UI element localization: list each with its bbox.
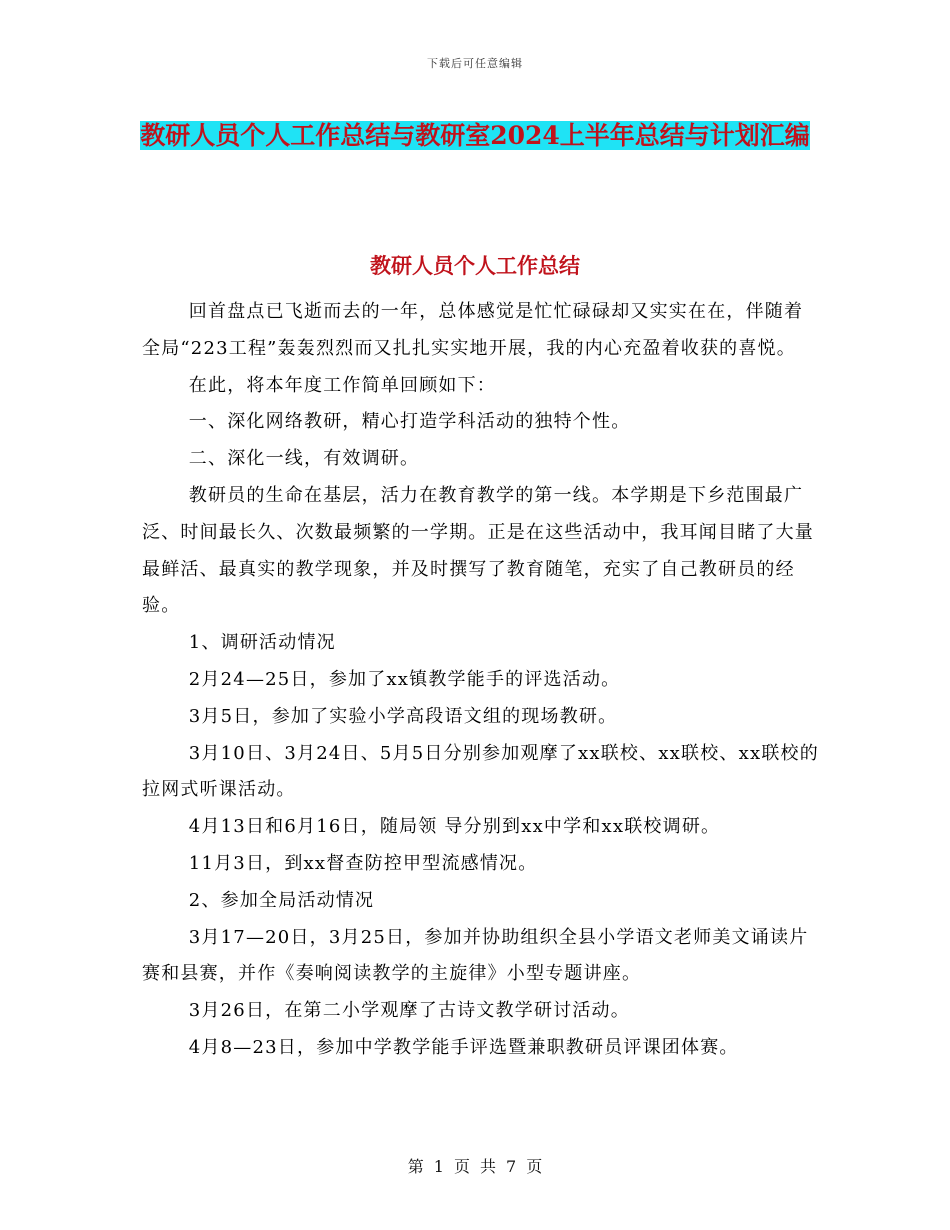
document-title bbox=[140, 112, 810, 159]
paragraph: 3月5日，参加了实验小学高段语文组的现场教研。 bbox=[188, 705, 618, 727]
document-title-text: 教研人员个人工作总结与教研室2024上半年总结与计划汇编 bbox=[140, 121, 810, 150]
paragraph: 2月24—25日，参加了xx镇教学能手的评选活动。 bbox=[188, 668, 621, 690]
page-label-mid: 页 bbox=[453, 1157, 470, 1176]
total-pages-number: 7 bbox=[506, 1157, 517, 1176]
section-title: 教研人员个人工作总结 bbox=[370, 253, 580, 278]
total-label: 共 bbox=[480, 1157, 497, 1176]
document-body bbox=[142, 294, 820, 1067]
paragraph: 教研员的生命在基层，活力在教育教学的第一线。本学期是下乡范围最广泛、时间最长久、次数最频繁的一学期。正是在这些活动中，我耳闻目睹了大量最鲜活、最真实的教学现象，并及时撰写了教育随笔，充实了自己教研员的经验。 bbox=[142, 484, 814, 617]
page-footer bbox=[0, 1154, 950, 1177]
header-note: 下载后可任意编辑 bbox=[427, 57, 523, 70]
paragraph: 回首盘点已飞逝而去的一年，总体感觉是忙忙碌碌却又实实在在，伴随着全局“223工程”轰轰烈烈而又扎扎实实地开展，我的内心充盈着收获的喜悦。 bbox=[142, 301, 804, 359]
paragraph: 3月10日、3月24日、5月5日分别参加观摩了xx联校、xx联校、xx联校的拉网式听课活动。 bbox=[142, 742, 819, 801]
paragraph: 在此，将本年度工作简单回顾如下： bbox=[188, 374, 496, 396]
paragraph: 3月26日，在第二小学观摩了古诗文教学研讨活动。 bbox=[188, 1000, 630, 1022]
paragraph: 1、调研活动情况 bbox=[188, 632, 336, 654]
page-label-suffix: 页 bbox=[526, 1157, 543, 1176]
paragraph: 二、深化一线，有效调研。 bbox=[188, 448, 420, 470]
paragraph: 3月17—20日，3月25日，参加并协助组织全县小学语文老师美文诵读片赛和县赛，并作《奏响阅读教学的主旋律》小型专题讲座。 bbox=[142, 926, 809, 985]
paragraph: 2、参加全局活动情况 bbox=[188, 889, 375, 911]
paragraph: 一、深化网络教研，精心打造学科活动的独特个性。 bbox=[188, 411, 631, 433]
paragraph: 4月8—23日，参加中学教学能手评选暨兼职教研员评课团体赛。 bbox=[188, 1036, 739, 1058]
current-page-number: 1 bbox=[433, 1157, 444, 1176]
page-label-prefix: 第 bbox=[407, 1157, 424, 1176]
paragraph: 11月3日，到xx督查防控甲型流感情况。 bbox=[188, 852, 538, 874]
paragraph: 4月13日和6月16日，随局领 导分别到xx中学和xx联校调研。 bbox=[188, 816, 721, 838]
